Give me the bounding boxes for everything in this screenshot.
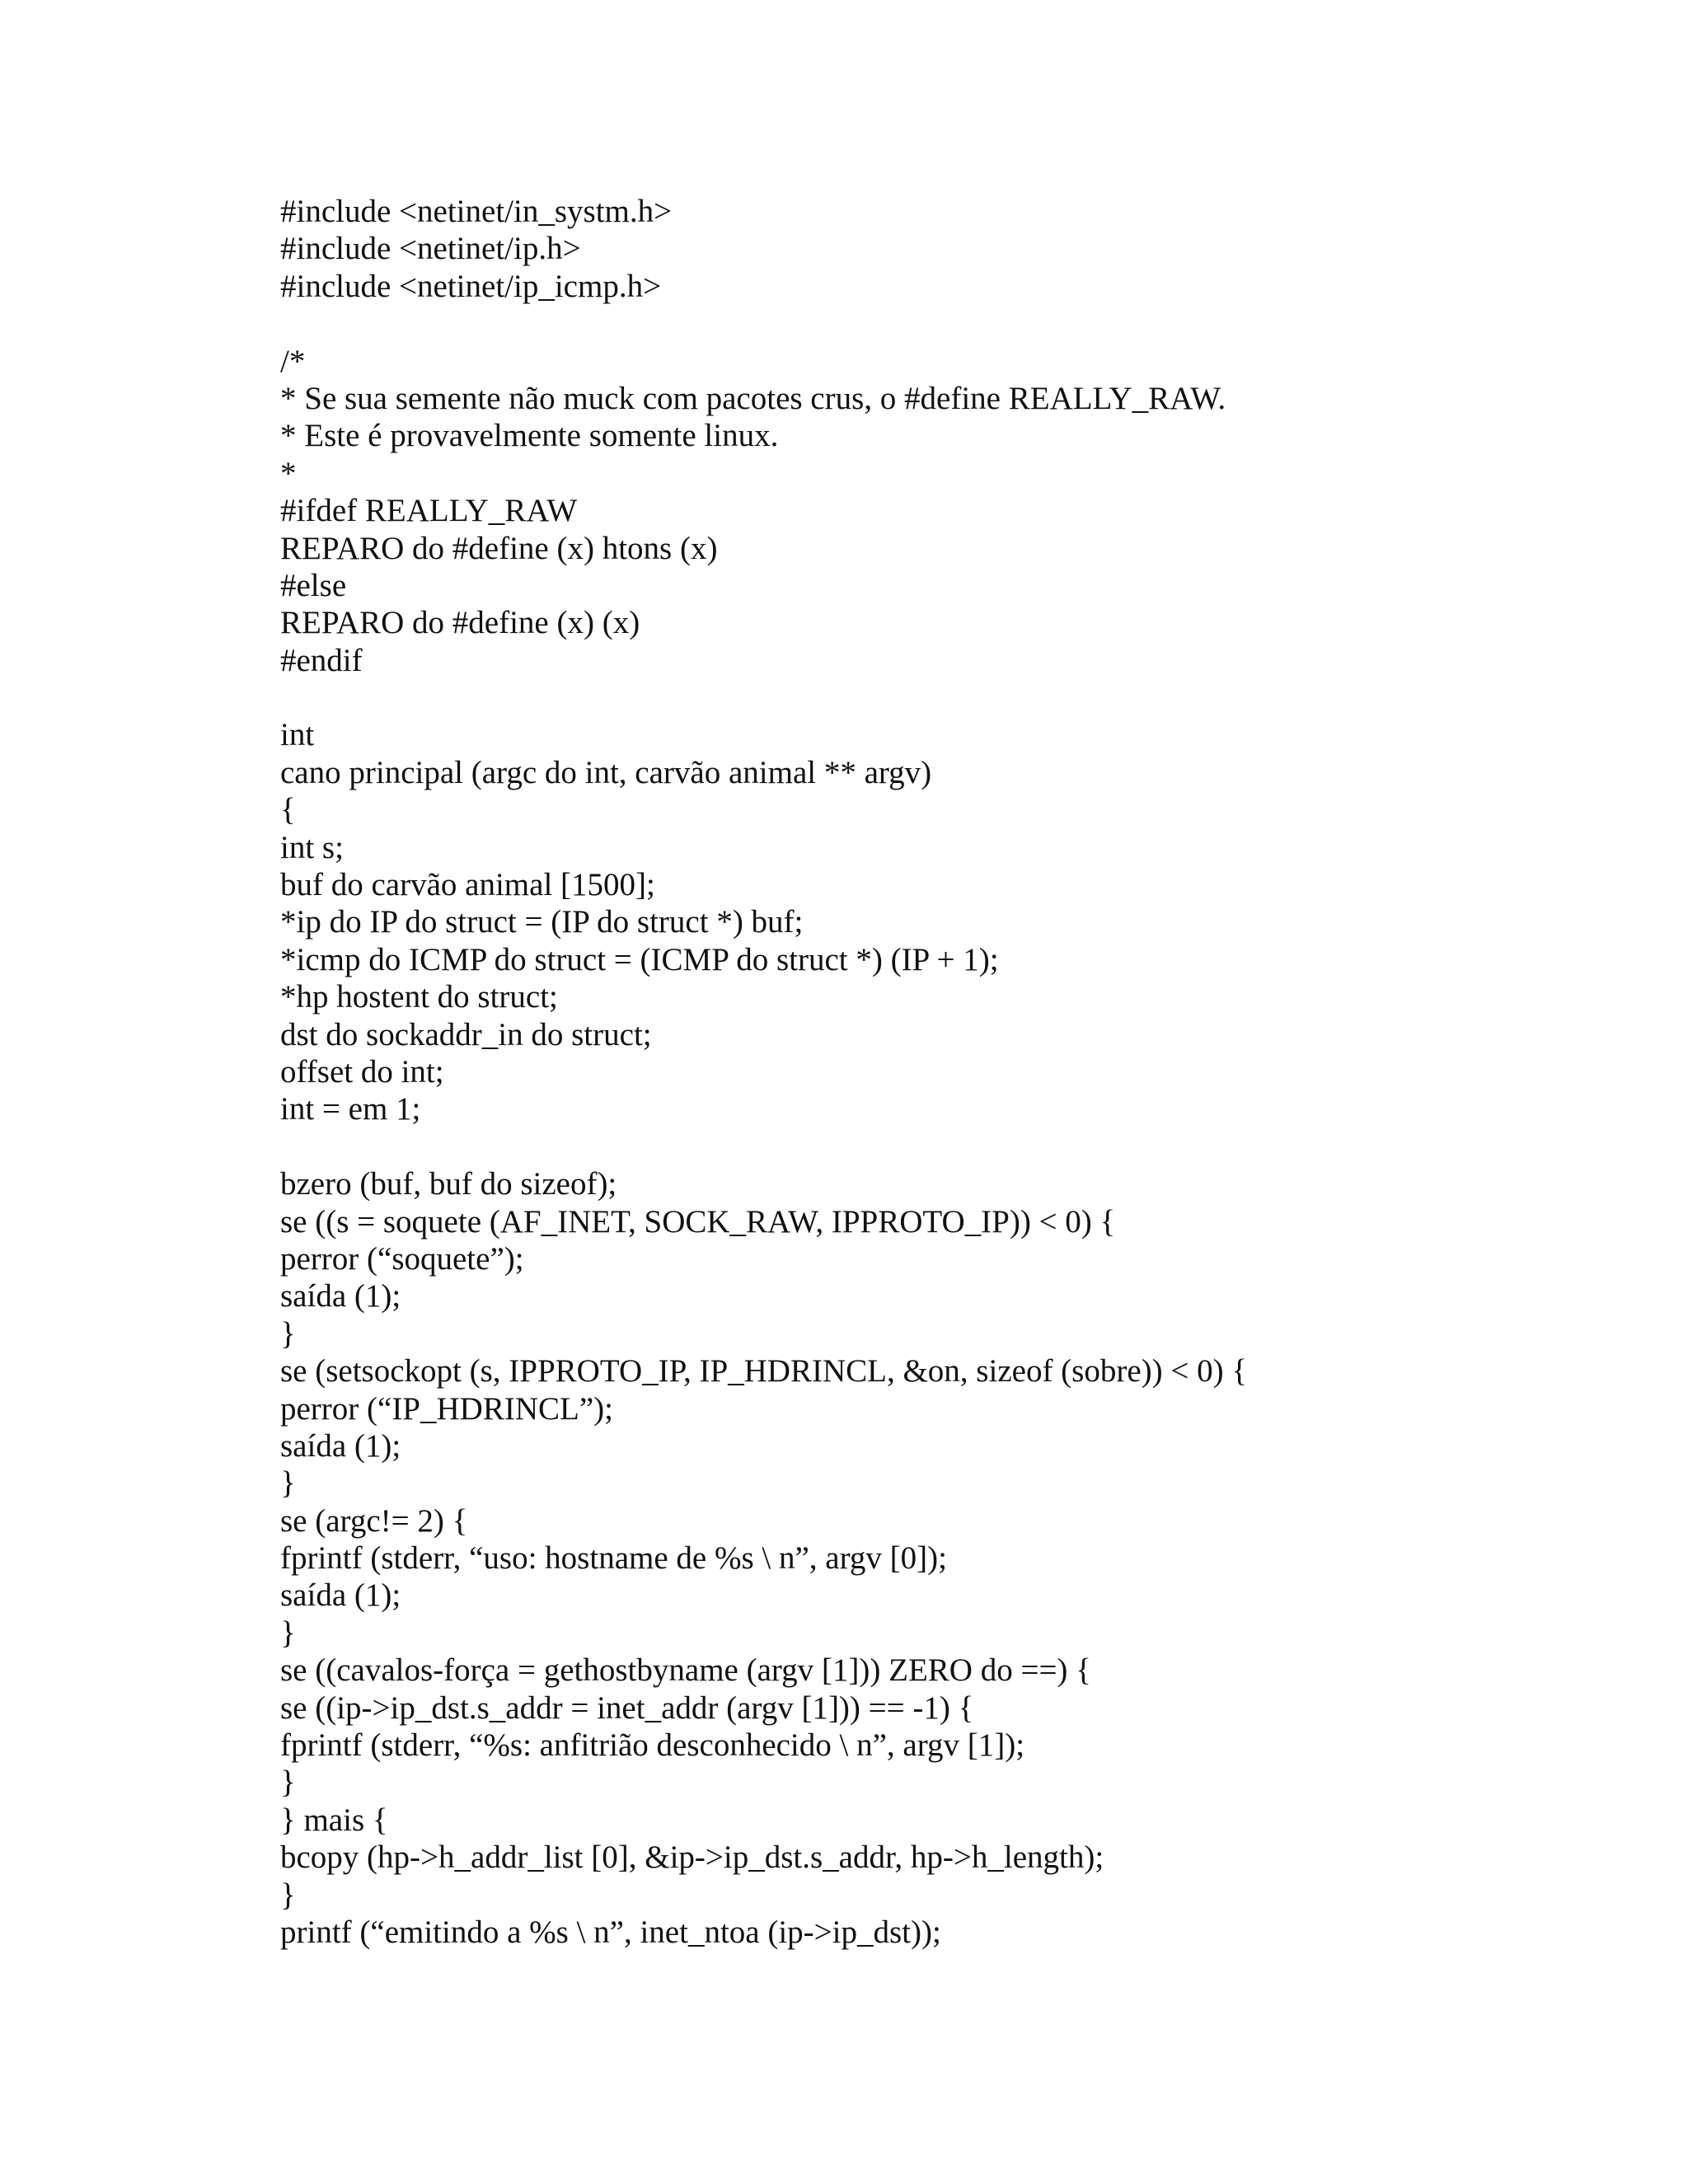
code-line-perror-hdrincl: perror (“IP_HDRINCL”); bbox=[280, 1390, 613, 1427]
code-line-blank bbox=[280, 305, 1648, 342]
code-line-comment-open: /* bbox=[280, 343, 306, 379]
code-line-int: int bbox=[280, 717, 315, 753]
code-line-bcopy: bcopy (hp->h_addr_list [0], &ip->ip_dst.s_addr, hp->h_length); bbox=[280, 1840, 1104, 1876]
code-line-setsockopt-check: se (setsockopt (s, IPPROTO_IP, IP_HDRINCL, &on, sizeof (sobre)) < 0) { bbox=[280, 1353, 1248, 1390]
code-line-open-brace: { bbox=[280, 792, 296, 828]
code-line-icmp-decl: *icmp do ICMP do struct = (ICMP do struct *) (IP + 1); bbox=[280, 941, 999, 977]
code-line-endif: #endif bbox=[280, 642, 363, 678]
code-line-comment-linux: * Este é provavelmente somente linux. bbox=[280, 418, 779, 454]
code-line-exit: saída (1); bbox=[280, 1577, 401, 1614]
code-line-else-branch: } mais { bbox=[280, 1802, 388, 1838]
code-line-ifdef: #ifdef REALLY_RAW bbox=[280, 493, 578, 529]
code-line-inet-addr-check: se ((ip->ip_dst.s_addr = inet_addr (argv [1])) == -1) { bbox=[280, 1690, 974, 1726]
code-line-include-ip-icmp: #include <netinet/ip_icmp.h> bbox=[280, 268, 662, 304]
code-line-hostent-decl: *hp hostent do struct; bbox=[280, 979, 558, 1015]
code-line-include-ip: #include <netinet/ip.h> bbox=[280, 231, 581, 267]
code-line-main-signature: cano principal (argc do int, carvão animal ** argv) bbox=[280, 754, 932, 790]
code-line-close-brace: } bbox=[280, 1315, 296, 1352]
code-line-comment-star: * bbox=[280, 455, 297, 491]
code-line-comment-really-raw: * Se sua semente não muck com pacotes crus, o #define REALLY_RAW. bbox=[280, 380, 1226, 416]
code-line-buf-decl: buf do carvão animal [1500]; bbox=[280, 867, 655, 903]
code-line-unknown-host-fprintf: fprintf (stderr, “%s: anfitrião desconhecido \ n”, argv [1]); bbox=[280, 1727, 1025, 1764]
code-line-blank bbox=[280, 1128, 1648, 1165]
code-line-close-brace: } bbox=[280, 1765, 296, 1801]
code-line-argc-check: se (argc!= 2) { bbox=[280, 1502, 468, 1539]
code-line-include-in-systm: #include <netinet/in_systm.h> bbox=[280, 194, 673, 229]
code-line-ip-decl: *ip do IP do struct = (IP do struct *) buf; bbox=[280, 904, 804, 940]
code-line-bzero: bzero (buf, buf do sizeof); bbox=[280, 1166, 617, 1202]
code-line-sockaddr-decl: dst do sockaddr_in do struct; bbox=[280, 1016, 652, 1052]
code-line-gethostbyname-check: se ((cavalos-força = gethostbyname (argv [1])) ZERO do ==) { bbox=[280, 1652, 1091, 1689]
code-line-else: #else bbox=[280, 567, 347, 603]
code-line-offset-decl: offset do int; bbox=[280, 1053, 444, 1090]
code-line-close-brace: } bbox=[280, 1615, 296, 1651]
code-line-exit: saída (1); bbox=[280, 1427, 401, 1464]
code-line-printf-sending: printf (“emitindo a %s \ n”, inet_ntoa (ip->ip_dst)); bbox=[280, 1914, 941, 1950]
code-line-exit: saída (1); bbox=[280, 1278, 401, 1315]
code-line-define-htons: REPARO do #define (x) htons (x) bbox=[280, 530, 718, 566]
code-line-usage-fprintf: fprintf (stderr, “uso: hostname de %s \ n”, argv [0]); bbox=[280, 1540, 947, 1577]
code-line-int-s: int s; bbox=[280, 829, 344, 865]
code-line-perror-socket: perror (“soquete”); bbox=[280, 1240, 524, 1277]
code-line-on-decl: int = em 1; bbox=[280, 1091, 421, 1127]
code-line-define-plain: REPARO do #define (x) (x) bbox=[280, 605, 640, 641]
code-line-close-brace: } bbox=[280, 1877, 296, 1913]
code-line-blank bbox=[280, 679, 1648, 716]
code-listing bbox=[280, 193, 1648, 1951]
code-line-close-brace: } bbox=[280, 1465, 296, 1502]
code-line-socket-check: se ((s = soquete (AF_INET, SOCK_RAW, IPPROTO_IP)) < 0) { bbox=[280, 1203, 1116, 1240]
